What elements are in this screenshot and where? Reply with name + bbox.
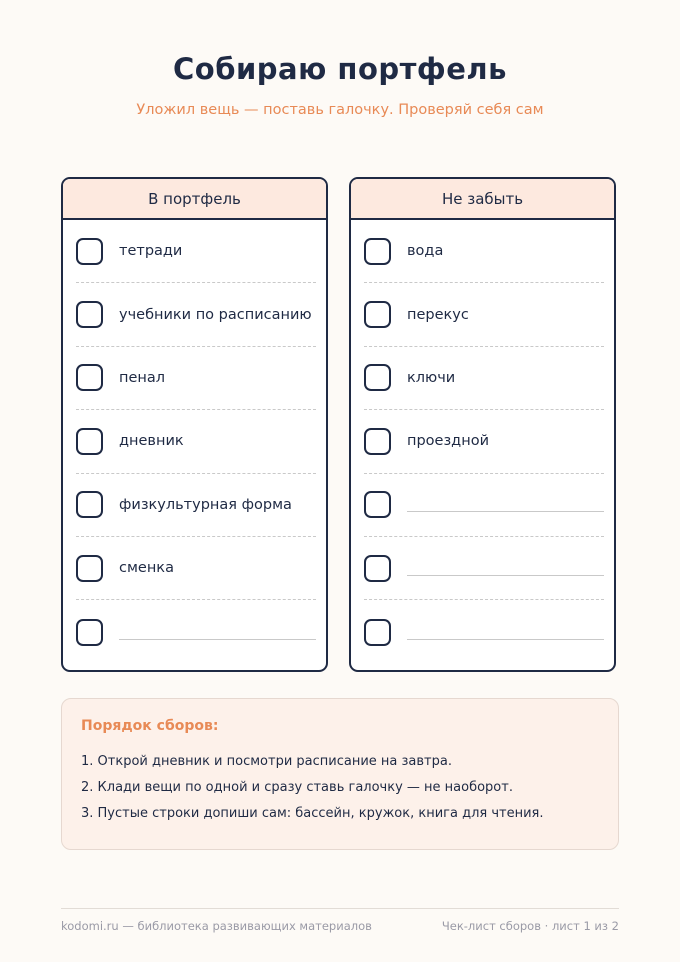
checklist-row-blank xyxy=(364,600,604,663)
checkbox[interactable] xyxy=(76,238,103,265)
checkbox[interactable] xyxy=(364,428,391,455)
notes-item: 3. Пустые строки допиши сам: бассейн, кружок, книга для чтения. xyxy=(81,806,544,821)
notes-title: Порядок сборов: xyxy=(81,718,219,734)
checkbox[interactable] xyxy=(364,619,391,646)
card-heading: В портфель xyxy=(63,179,326,220)
checklist-row xyxy=(76,537,316,600)
item-label: вода xyxy=(407,243,444,260)
notes-item: 1. Открой дневник и посмотри расписание на завтра. xyxy=(81,754,452,769)
page-title: Собираю портфель xyxy=(173,52,507,86)
packing-order-notes xyxy=(61,698,619,850)
footer-page-info: Чек-лист сборов · лист 1 из 2 xyxy=(441,919,619,933)
checkbox[interactable] xyxy=(364,238,391,265)
page-subtitle: Уложил вещь — поставь галочку. Проверяй себя сам xyxy=(136,102,544,118)
checkbox[interactable] xyxy=(76,428,103,455)
item-label: перекус xyxy=(407,306,469,323)
checklist-row-blank xyxy=(76,600,316,663)
item-label: тетради xyxy=(119,243,183,260)
checklist-card-backpack xyxy=(61,177,328,672)
checkbox[interactable] xyxy=(76,301,103,328)
checkbox[interactable] xyxy=(364,555,391,582)
blank-write-line[interactable] xyxy=(407,575,604,576)
checkbox[interactable] xyxy=(76,491,103,518)
card-heading: Не забыть xyxy=(351,179,614,220)
checkbox[interactable] xyxy=(364,491,391,518)
checkbox[interactable] xyxy=(76,555,103,582)
checklist-row-blank xyxy=(364,537,604,600)
item-label: физкультурная форма xyxy=(119,496,292,513)
item-label: ключи xyxy=(407,369,456,386)
blank-write-line[interactable] xyxy=(407,639,604,640)
blank-write-line[interactable] xyxy=(119,639,316,640)
footer-source: kodomi.ru — библиотека развивающих материалов xyxy=(61,919,372,933)
blank-write-line[interactable] xyxy=(407,511,604,512)
checklist-row-blank xyxy=(364,474,604,537)
checklist-row xyxy=(76,347,316,410)
checkbox[interactable] xyxy=(76,619,103,646)
notes-list xyxy=(81,754,543,832)
checklist-row xyxy=(364,410,604,473)
item-label: проездной xyxy=(407,433,489,450)
footer-divider xyxy=(61,908,619,909)
checkbox[interactable] xyxy=(76,364,103,391)
checklist-row xyxy=(76,474,316,537)
checklist-row xyxy=(76,410,316,473)
item-label: учебники по расписанию xyxy=(119,306,312,323)
item-label: дневник xyxy=(119,433,184,450)
checklist-row xyxy=(364,220,604,283)
checklist-row xyxy=(364,347,604,410)
checklist-card-dont-forget xyxy=(349,177,616,672)
item-label: пенал xyxy=(119,369,166,386)
checkbox[interactable] xyxy=(364,364,391,391)
notes-item: 2. Клади вещи по одной и сразу ставь галочку — не наоборот. xyxy=(81,780,513,795)
checklist-row xyxy=(76,283,316,346)
checklist-row xyxy=(76,220,316,283)
item-label: сменка xyxy=(119,560,174,577)
checklist-row xyxy=(364,283,604,346)
checkbox[interactable] xyxy=(364,301,391,328)
